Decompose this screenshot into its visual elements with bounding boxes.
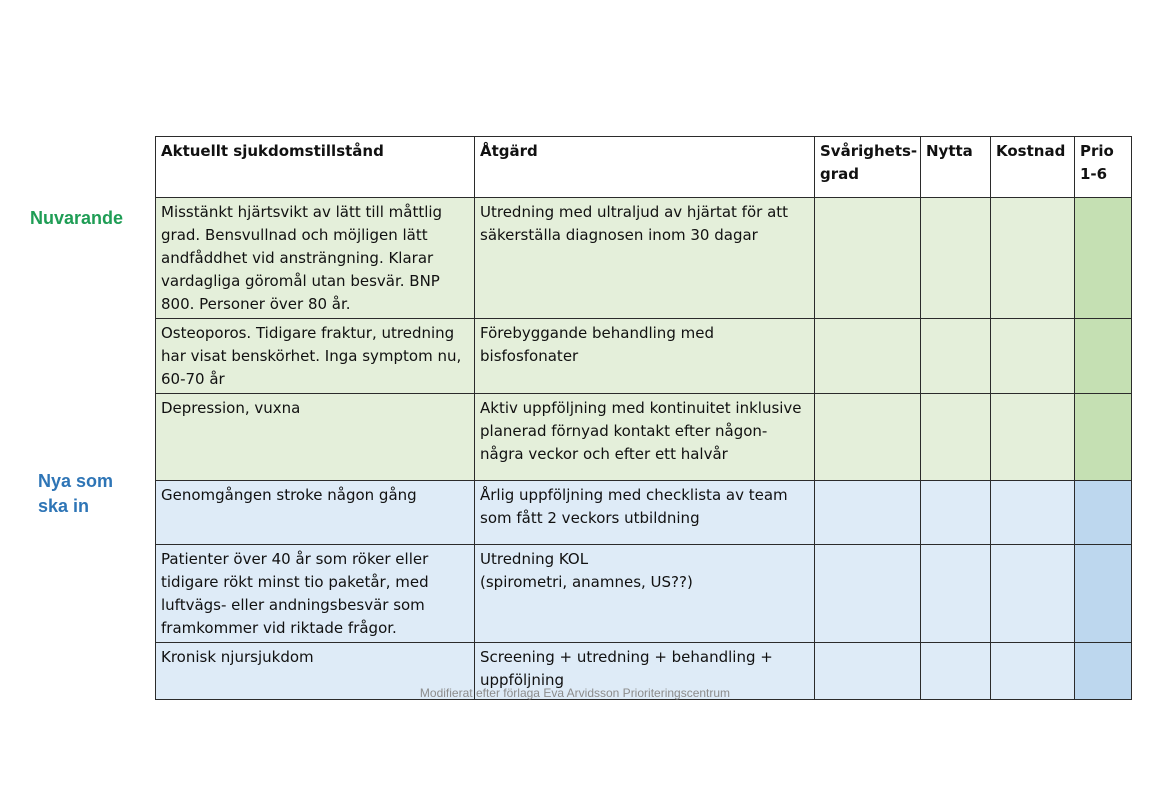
benefit-cell[interactable] [921, 198, 991, 319]
cost-cell[interactable] [991, 545, 1075, 643]
condition-cell: Kronisk njursjukdom [156, 643, 475, 700]
priority-cell[interactable] [1075, 481, 1132, 545]
action-cell: Screening + utredning + behandling + uppföljning [475, 643, 815, 700]
action-cell: Förebyggande behandling med bisfosfonater [475, 319, 815, 394]
table-row [156, 198, 1132, 319]
priority-cell[interactable] [1075, 198, 1132, 319]
source-footnote: Modifierat efter förlaga Eva Arvidsson Prioriteringscentrum [419, 686, 731, 700]
difficulty-cell[interactable] [815, 545, 921, 643]
action-cell: Aktiv uppföljning med kontinuitet inklusive planerad förnyad kontakt efter någon-några veckor och efter ett halvår [475, 394, 815, 481]
header-difficulty: Svårighets- grad [815, 137, 921, 198]
condition-cell: Depression, vuxna [156, 394, 475, 481]
priority-cell[interactable] [1075, 319, 1132, 394]
header-benefit: Nytta [921, 137, 991, 198]
benefit-cell[interactable] [921, 319, 991, 394]
difficulty-cell[interactable] [815, 394, 921, 481]
difficulty-cell[interactable] [815, 198, 921, 319]
table-row [156, 319, 1132, 394]
cost-cell[interactable] [991, 198, 1075, 319]
header-cost: Kostnad [991, 137, 1075, 198]
group-label-current: Nuvarande [30, 208, 124, 228]
table-row [156, 545, 1132, 643]
table-row [156, 481, 1132, 545]
benefit-cell[interactable] [921, 481, 991, 545]
condition-cell: Patienter över 40 år som röker eller tidigare rökt minst tio paketår, med luftvägs- eller andningsbesvär som framkommer vid riktade frågor. [156, 545, 475, 643]
condition-cell: Genomgången stroke någon gång [156, 481, 475, 545]
condition-cell: Misstänkt hjärtsvikt av lätt till måttlig grad. Bensvullnad och möjligen lätt andfåddhet vid ansträngning. Klarar vardagliga göromål utan besvär. BNP 800. Personer över 80 år. [156, 198, 475, 319]
action-cell: Utredning KOL (spirometri, anamnes, US??) [475, 545, 815, 643]
action-cell: Utredning med ultraljud av hjärtat för att säkerställa diagnosen inom 30 dagar [475, 198, 815, 319]
action-cell: Årlig uppföljning med checklista av team som fått 2 veckors utbildning [475, 481, 815, 545]
benefit-cell[interactable] [921, 394, 991, 481]
cost-cell[interactable] [991, 481, 1075, 545]
header-priority: Prio 1-6 [1075, 137, 1132, 198]
header-action: Åtgärd [475, 137, 815, 198]
cost-cell[interactable] [991, 394, 1075, 481]
priority-table [155, 136, 1132, 700]
priority-cell[interactable] [1075, 545, 1132, 643]
priority-cell[interactable] [1075, 394, 1132, 481]
group-label-new: Nya som ska in [38, 471, 114, 516]
table-row [156, 394, 1132, 481]
benefit-cell[interactable] [921, 545, 991, 643]
table-header-row [156, 137, 1132, 198]
header-condition: Aktuellt sjukdomstillstånd [156, 137, 475, 198]
difficulty-cell[interactable] [815, 481, 921, 545]
difficulty-cell[interactable] [815, 319, 921, 394]
cost-cell[interactable] [991, 319, 1075, 394]
condition-cell: Osteoporos. Tidigare fraktur, utredning har visat benskörhet. Inga symptom nu, 60-70 år [156, 319, 475, 394]
